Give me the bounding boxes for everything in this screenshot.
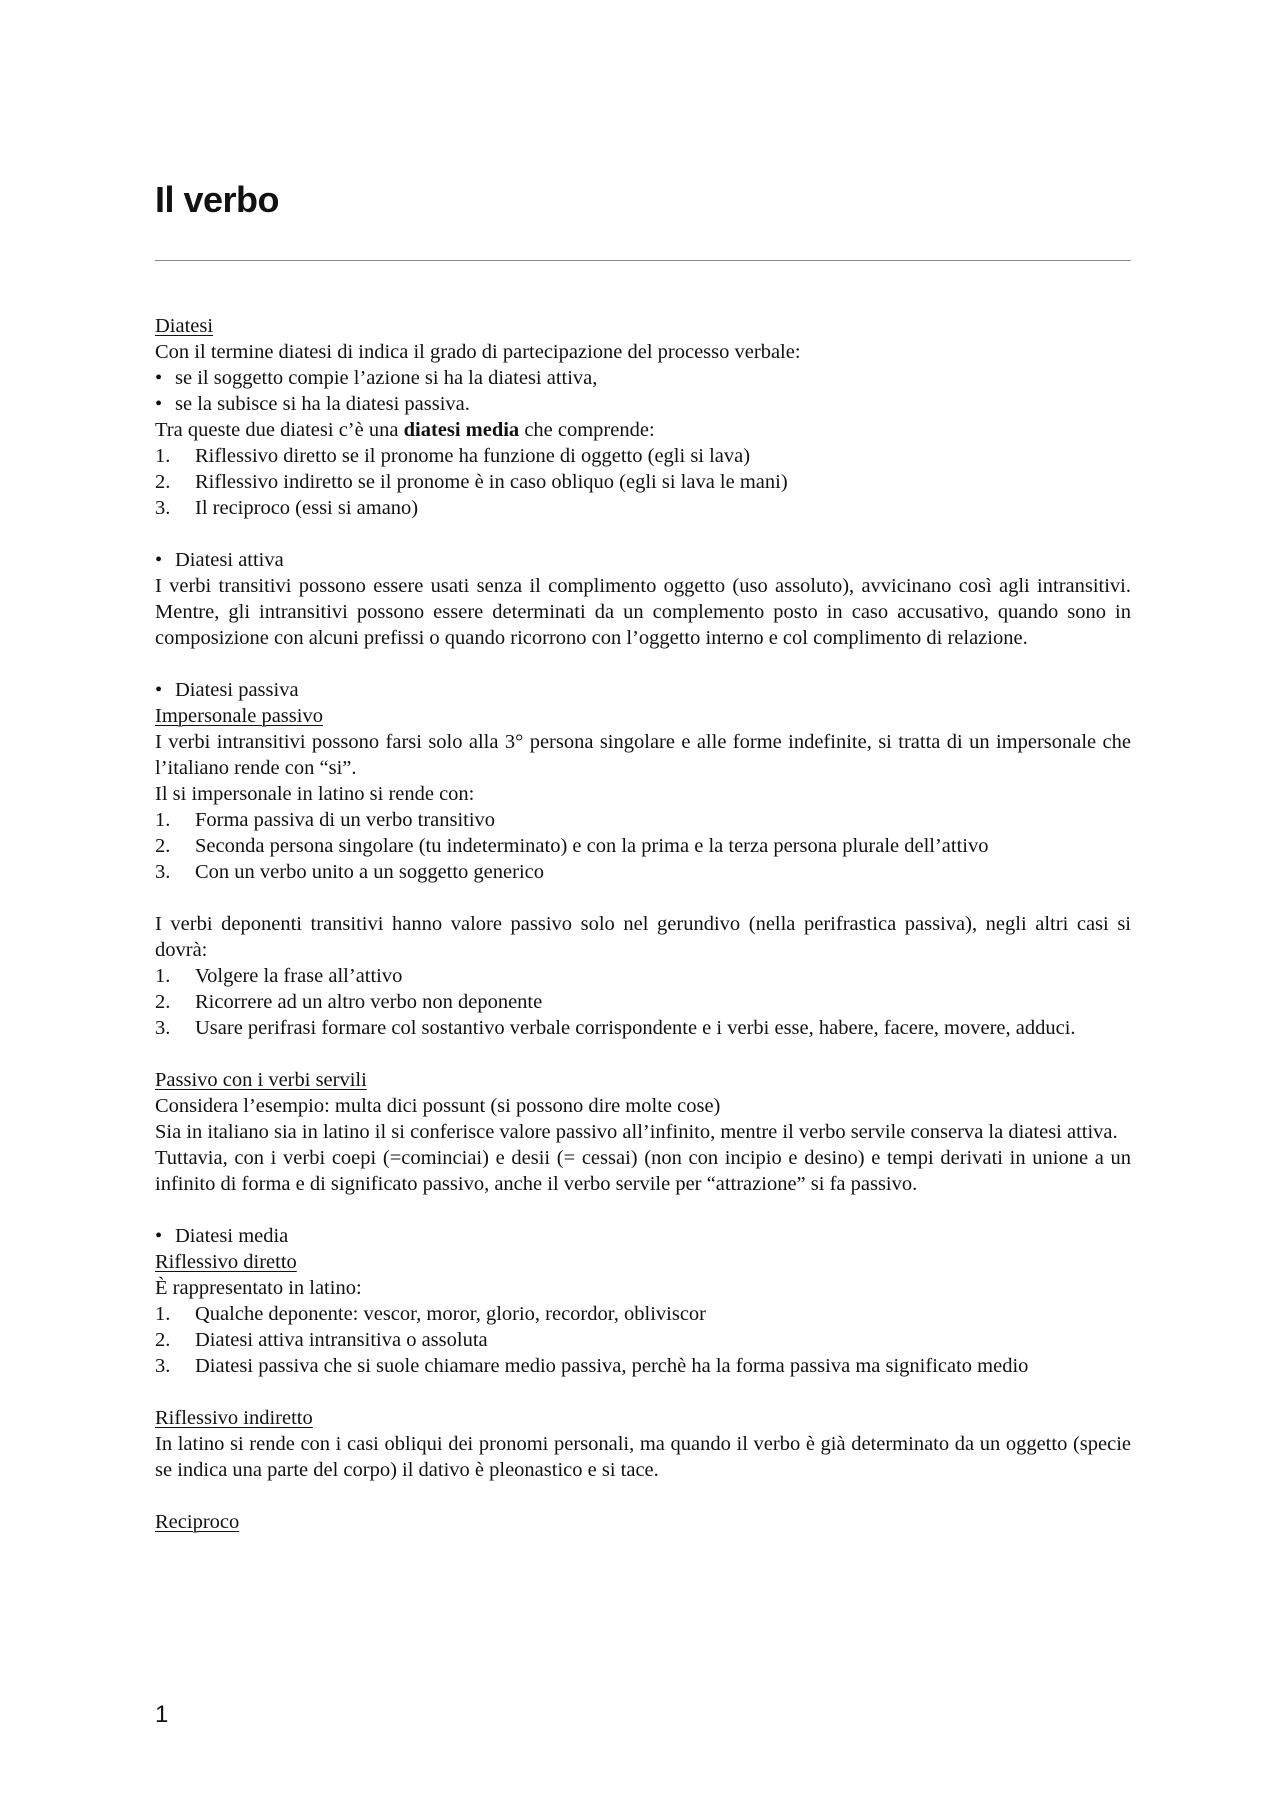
passiva-heading-list <box>155 677 1131 703</box>
subheading-reciproco: Reciproco <box>155 1511 240 1533</box>
list-item: 1. Forma passiva di un verbo transitivo <box>155 809 496 831</box>
list-item: 3. Il reciproco (essi si amano) <box>155 497 419 519</box>
list-item: • se la subisce si ha la diatesi passiva. <box>155 393 470 415</box>
page-title: Il verbo <box>155 179 280 220</box>
diatesi-numbered-list <box>155 443 1131 521</box>
diatesi-bullet-list <box>155 365 1131 417</box>
page-number: 1 <box>155 1701 169 1728</box>
bullet-icon: • <box>155 679 163 701</box>
media-heading-list <box>155 1223 1131 1249</box>
list-item: • se il soggetto compie l’azione si ha la diatesi attiva, <box>155 367 598 389</box>
list-item: 2. Ricorrere ad un altro verbo non deponente <box>155 991 543 1013</box>
attiva-heading-list <box>155 547 1131 573</box>
subheading-impersonale: Impersonale passivo <box>155 705 323 727</box>
servili-paragraph-2: Tuttavia, con i verbi coepi (=cominciai) e desii (= cessai) (non con incipio e desino) e tempi derivati in unione a un infinito di forma e di significato passivo, anche il verbo servile per “attrazione” si fa passivo. <box>155 1147 1131 1195</box>
list-item: 3. Con un verbo unito a un soggetto generico <box>155 861 545 883</box>
diretto-numbered-list <box>155 1301 1131 1379</box>
section-heading-media: • Diatesi media <box>155 1225 289 1247</box>
si-intro: Il si impersonale in latino si rende con: <box>155 783 475 805</box>
deponenti-numbered-list <box>155 963 1131 1041</box>
subheading-riflessivo-diretto: Riflessivo diretto <box>155 1251 297 1273</box>
document-page <box>155 0 1131 1811</box>
title-divider <box>155 260 1131 261</box>
section-heading-diatesi: Diatesi <box>155 315 214 337</box>
list-item: 3. Diatesi passiva che si suole chiamare medio passiva, perchè ha la forma passiva ma significato medio <box>155 1355 1029 1377</box>
servili-paragraph-1: Sia in italiano sia in latino il si conferisce valore passivo all’infinito, mentre il verbo servile conserva la diatesi attiva. <box>155 1121 1118 1143</box>
si-numbered-list <box>155 807 1131 885</box>
bullet-icon: • <box>155 367 163 389</box>
list-item: 3. Usare perifrasi formare col sostantivo verbale corrispondente e i verbi esse, habere, facere, movere, adduci. <box>155 1017 1076 1039</box>
list-item: 2. Riflessivo indiretto se il pronome è in caso obliquo (egli si lava le mani) <box>155 471 788 493</box>
diretto-intro: È rappresentato in latino: <box>155 1277 362 1299</box>
servili-example: Considera l’esempio: multa dici possunt (si possono dire molte cose) <box>155 1095 721 1117</box>
document-body <box>155 313 1131 1535</box>
impersonale-paragraph: I verbi intransitivi possono farsi solo alla 3° persona singolare e alle forme indefinite, si tratta di un impersonale che l’italiano rende con “si”. <box>155 731 1131 779</box>
diatesi-intro: Con il termine diatesi di indica il grado di partecipazione del processo verbale: <box>155 341 801 363</box>
list-item: 1. Riflessivo diretto se il pronome ha funzione di oggetto (egli si lava) <box>155 445 751 467</box>
bullet-icon: • <box>155 393 163 415</box>
attiva-paragraph: I verbi transitivi possono essere usati senza il complimento oggetto (uso assoluto), avvicinano così agli intransitivi. Mentre, gli intransitivi possono essere determinati da un complemento posto in caso accusativo, quando sono in composizione con alcuni prefissi o quando ricorrono con l’oggetto interno e col complimento di relazione. <box>155 575 1131 649</box>
subheading-riflessivo-indiretto: Riflessivo indiretto <box>155 1407 313 1429</box>
indiretto-paragraph: In latino si rende con i casi obliqui dei pronomi personali, ma quando il verbo è già determinato da un oggetto (specie se indica una parte del corpo) il dativo è pleonastico e si tace. <box>155 1433 1131 1481</box>
list-item: 1. Volgere la frase all’attivo <box>155 965 403 987</box>
list-item: 2. Seconda persona singolare (tu indeterminato) e con la prima e la terza persona plurale dell’attivo <box>155 835 989 857</box>
bullet-icon: • <box>155 1225 163 1247</box>
section-heading-passiva: • Diatesi passiva <box>155 679 299 701</box>
list-item: 1. Qualche deponente: vescor, moror, glorio, recordor, obliviscor <box>155 1303 707 1325</box>
deponenti-paragraph: I verbi deponenti transitivi hanno valore passivo solo nel gerundivo (nella perifrastica passiva), negli altri casi si dovrà: <box>155 913 1131 961</box>
subheading-servili: Passivo con i verbi servili <box>155 1069 367 1091</box>
diatesi-media-sentence: Tra queste due diatesi c’è una diatesi media che comprende: <box>155 419 655 441</box>
list-item: 2. Diatesi attiva intransitiva o assoluta <box>155 1329 488 1351</box>
section-heading-attiva: • Diatesi attiva <box>155 549 284 571</box>
bullet-icon: • <box>155 549 163 571</box>
